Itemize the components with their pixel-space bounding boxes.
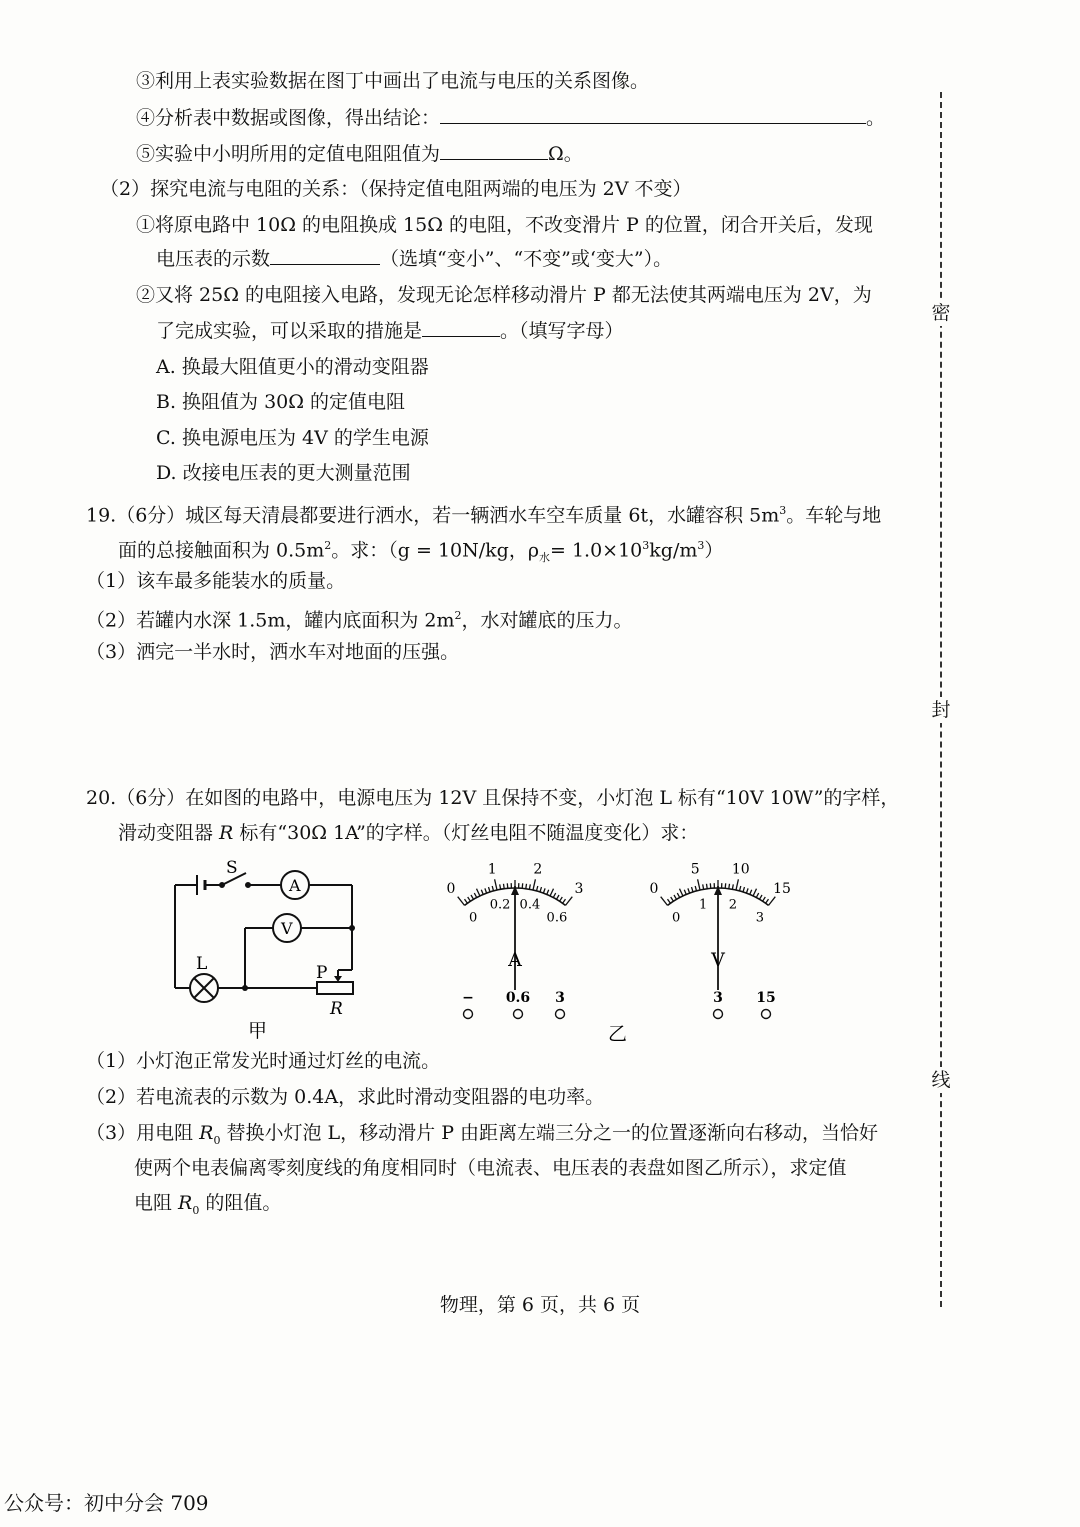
ammeter-dial	[447, 862, 584, 1019]
q19-l2d: kg/m	[649, 539, 698, 562]
voltmeter-tick	[743, 887, 745, 892]
voltmeter-tick	[725, 883, 726, 888]
q19-sup3b: 3	[642, 539, 650, 552]
q18-step4-text: ④分析表中数据或图像，得出结论：	[136, 107, 441, 129]
voltmeter-unit-letter: V	[711, 949, 725, 971]
q19-sub-water: 水	[539, 551, 550, 565]
option-d[interactable]: D. 改接电压表的更大测量范围	[156, 462, 411, 484]
ammeter-terminal[interactable]	[514, 1010, 523, 1019]
q19-l2c: = 1.0×10	[550, 539, 643, 562]
q20-line2	[118, 820, 698, 846]
ammeter-tick	[471, 895, 474, 899]
resistance-blank[interactable]	[440, 141, 548, 160]
ammeter-tick	[468, 897, 471, 901]
q19-l2e: ）	[704, 539, 724, 562]
voltmeter-tick	[732, 884, 733, 889]
option-a[interactable]: A. 换最大阻值更小的滑动变阻器	[156, 356, 429, 378]
ammeter-tick	[543, 888, 545, 893]
voltmeter-tick	[763, 897, 766, 901]
ammeter-terminal[interactable]	[464, 1010, 473, 1019]
meter-dials	[420, 860, 840, 1050]
voltmeter-tick	[750, 890, 752, 895]
q18-part2-title: （2）探究电流与电阻的关系：（保持定值电阻两端的电压为 2V 不变）	[100, 178, 692, 200]
q18-part2-item1-line1: ①将原电路中 10Ω 的电阻换成 15Ω 的电阻，不改变滑片 P 的位置，闭合开关后，发现	[136, 214, 873, 236]
q18-step5-text: ⑤实验中小明所用的定值电阻阻值为	[136, 143, 441, 165]
ammeter-tick	[547, 890, 549, 895]
q20-p3e: 的阻值。	[199, 1192, 282, 1214]
voltmeter-terminal[interactable]	[714, 1010, 723, 1019]
rheostat-body	[317, 982, 353, 994]
ammeter-tick	[485, 888, 487, 893]
ammeter-tick	[550, 889, 553, 896]
voltmeter-terminal-label: 15	[756, 990, 776, 1006]
voltmeter-tick	[760, 895, 763, 899]
voltmeter-tick	[692, 887, 694, 892]
ammeter-tick	[529, 884, 530, 889]
seal-mi: 密	[929, 300, 953, 326]
q18-step5	[136, 141, 583, 167]
q19-l2b: 。求：（g = 10N/kg，ρ	[331, 539, 539, 562]
voltmeter-inner-label: 1	[698, 897, 708, 913]
q20-line1: 20.（6分）在如图的电路中，电源电压为 12V 且保持不变，小灯泡 L 标有“10V 10W”的字样，	[86, 787, 900, 809]
voltmeter-tick	[736, 879, 738, 890]
q20-part1: （1）小灯泡正常发光时通过灯丝的电流。	[86, 1050, 441, 1072]
q19-part3: （3）洒完一半水时，洒水车对地面的压强。	[86, 641, 460, 663]
q18-step4-end: 。	[866, 107, 886, 129]
figure-yi-caption: 乙	[608, 1023, 628, 1045]
voltmeter-tick	[703, 884, 704, 889]
conclusion-blank[interactable]	[440, 105, 866, 124]
ammeter-tick	[504, 884, 505, 889]
voltmeter-terminal-label: 3	[713, 990, 723, 1006]
q20-part3-line2: 使两个电表偏离零刻度线的角度相同时（电流表、电压表的表盘如图乙所示），求定值	[134, 1157, 847, 1179]
q18-p2-2b-text: 了完成实验，可以采取的措施是	[156, 320, 423, 342]
q19-part1: （1）该车最多能装水的质量。	[86, 570, 346, 592]
ammeter-tick	[526, 884, 527, 889]
ammeter-inner-label: 0.6	[546, 910, 568, 926]
voltmeter-terminal[interactable]	[762, 1010, 771, 1019]
voltmeter-tick	[766, 899, 769, 903]
seal-feng: 封	[929, 697, 953, 723]
ammeter-tick	[533, 879, 535, 890]
ammeter-tick	[477, 889, 480, 896]
q19-l2a: 面的总接触面积为 0.5m	[118, 539, 325, 562]
q19-line1	[86, 498, 881, 528]
ammeter-tick	[489, 887, 491, 892]
ammeter-unit-letter: A	[508, 949, 522, 971]
ammeter-terminal-label: 3	[555, 990, 565, 1006]
ammeter-tick	[481, 890, 483, 895]
voltmeter-outer-label: 0	[649, 881, 659, 897]
ammeter-tick	[500, 884, 501, 889]
voltmeter-tick	[746, 888, 748, 893]
ammeter-terminal[interactable]	[556, 1010, 565, 1019]
q20-part2: （2）若电流表的示数为 0.4A，求此时滑动变阻器的电功率。	[86, 1086, 605, 1108]
voltmeter-tick	[710, 883, 711, 888]
q19-line2	[118, 533, 723, 571]
ammeter-tick	[557, 895, 560, 899]
voltmeter-tick	[740, 886, 741, 891]
ammeter-tick	[495, 879, 497, 890]
voltmeter-dial	[650, 862, 791, 1019]
junction-dot	[242, 985, 248, 991]
ammeter-inner-label: 0.4	[519, 897, 541, 913]
label-rheostat: R	[330, 999, 343, 1019]
q18-p2-1b-end: （选填“变小”、“不变”或‘变大”）。	[380, 248, 673, 270]
ammeter-outer-label: 2	[533, 861, 543, 878]
voltmeter-tick	[661, 897, 668, 906]
q20-R: R	[219, 822, 234, 844]
q19-l1b: 。车轮与地	[786, 504, 882, 527]
q18-part2-item2-line2	[156, 318, 624, 344]
q20-part3-line1	[86, 1120, 878, 1154]
voltmeter-tick	[698, 879, 700, 890]
ammeter-tick	[458, 897, 465, 906]
q19-sup2a: 2	[324, 539, 332, 552]
voltmeter-tick	[671, 897, 674, 901]
q20-l2a: 滑动变阻器	[118, 822, 220, 844]
q20-p3b: 替换小灯泡 L，移动滑片 P 由距离左端三分之一的位置逐渐向右移动，当恰好	[220, 1122, 879, 1144]
voltmeter-outer-label: 15	[773, 881, 791, 897]
ammeter-tick	[492, 886, 493, 891]
ammeter-terminal-label: 0.6	[505, 990, 531, 1006]
voltmeter-tick	[753, 889, 756, 896]
q18-p2-1b-text: 电压表的示数	[156, 248, 271, 270]
voltmeter-tick	[695, 886, 696, 891]
page-footer: 物理，第 6 页，共 6 页	[439, 1294, 641, 1316]
wechat-watermark: 公众号：初中分会 709	[4, 1491, 209, 1515]
q18-part2-item2-line1: ②又将 25Ω 的电阻接入电路，发现无论怎样移动滑片 P 都无法使其两端电压为 2V，为	[136, 284, 872, 306]
q18-step3: ③利用上表实验数据在图丁中画出了电流与电压的关系图像。	[136, 70, 650, 92]
q19-sup3c: 3	[697, 539, 705, 552]
ammeter-tick	[540, 887, 542, 892]
voltmeter-tick	[769, 897, 776, 906]
q19-sup3: 3	[779, 504, 787, 517]
circuit-diagram	[160, 855, 380, 1045]
junction-dot	[349, 925, 355, 931]
voltmeter-tick	[684, 890, 686, 895]
ammeter-tick	[522, 883, 523, 888]
measure-blank[interactable]	[422, 318, 500, 337]
ammeter-tick	[465, 899, 468, 903]
q18-step5-end: Ω。	[548, 143, 583, 165]
voltmeter-inner-label: 2	[728, 897, 738, 913]
ammeter-tick	[566, 897, 573, 906]
voltmeter-tick	[674, 895, 677, 899]
label-switch: S	[226, 858, 238, 878]
ammeter-outer-label: 3	[574, 881, 584, 897]
figure-jia-caption: 甲	[248, 1020, 268, 1042]
q18-part2-item1-line2	[156, 246, 672, 272]
voltmeter-inner-label: 0	[671, 910, 681, 926]
voltmeter-outer-label: 10	[731, 861, 750, 878]
option-c[interactable]: C. 换电源电压为 4V 的学生电源	[156, 427, 429, 449]
q20-l2b: 标有“30Ω 1A”的字样。（灯丝电阻不随温度变化）求：	[233, 822, 699, 844]
ammeter-tick	[553, 893, 555, 897]
label-voltmeter: V	[281, 919, 293, 938]
q19-l1a: 19.（6分）城区每天清晨都要进行洒水，若一辆洒水车空车质量 6t，水罐容积 5m	[86, 504, 780, 527]
ammeter-inner-label: 0.2	[489, 897, 511, 913]
voltmeter-tick	[756, 893, 758, 897]
ammeter-outer-label: 1	[487, 861, 497, 878]
q18-step4	[136, 105, 885, 131]
voltmeter-reading-blank[interactable]	[270, 246, 380, 265]
ammeter-outer-label: 0	[446, 881, 456, 897]
voltmeter-outer-label: 5	[690, 861, 700, 878]
q20-R0: R	[199, 1122, 214, 1144]
ammeter-tick	[537, 886, 538, 891]
option-b[interactable]: B. 换阻值为 30Ω 的定值电阻	[156, 391, 406, 413]
voltmeter-tick	[729, 884, 730, 889]
q19-sup2b: 2	[454, 609, 462, 622]
ammeter-tick	[507, 883, 508, 888]
q20-R0-b: R	[178, 1192, 193, 1214]
label-slider: P	[316, 963, 328, 983]
q19-p2b: ，水对罐底的压力。	[461, 609, 633, 632]
ammeter-tick	[563, 899, 566, 903]
voltmeter-inner-label: 3	[755, 910, 765, 926]
q20-sub0-b: 0	[192, 1203, 200, 1217]
q19-part2	[86, 603, 633, 633]
q18-p2-2b-end: 。（填写字母）	[500, 320, 624, 342]
label-ammeter: A	[289, 876, 301, 895]
seal-xian: 线	[929, 1067, 953, 1093]
ammeter-tick	[560, 897, 563, 901]
q20-sub0: 0	[213, 1133, 221, 1147]
voltmeter-tick	[707, 884, 708, 889]
ammeter-terminal-label: −	[462, 990, 474, 1006]
q20-p3a: （3）用电阻	[86, 1122, 200, 1144]
voltmeter-tick	[677, 893, 679, 897]
voltmeter-tick	[680, 889, 683, 896]
q20-p3d: 电阻	[134, 1192, 179, 1214]
voltmeter-tick	[688, 888, 690, 893]
q19-p2a: （2）若罐内水深 1.5m，罐内底面积为 2m	[86, 609, 455, 632]
label-lamp: L	[196, 954, 208, 974]
ammeter-tick	[474, 893, 476, 897]
voltmeter-tick	[668, 899, 671, 903]
ammeter-inner-label: 0	[468, 910, 478, 926]
q20-part3-line3	[134, 1190, 281, 1224]
